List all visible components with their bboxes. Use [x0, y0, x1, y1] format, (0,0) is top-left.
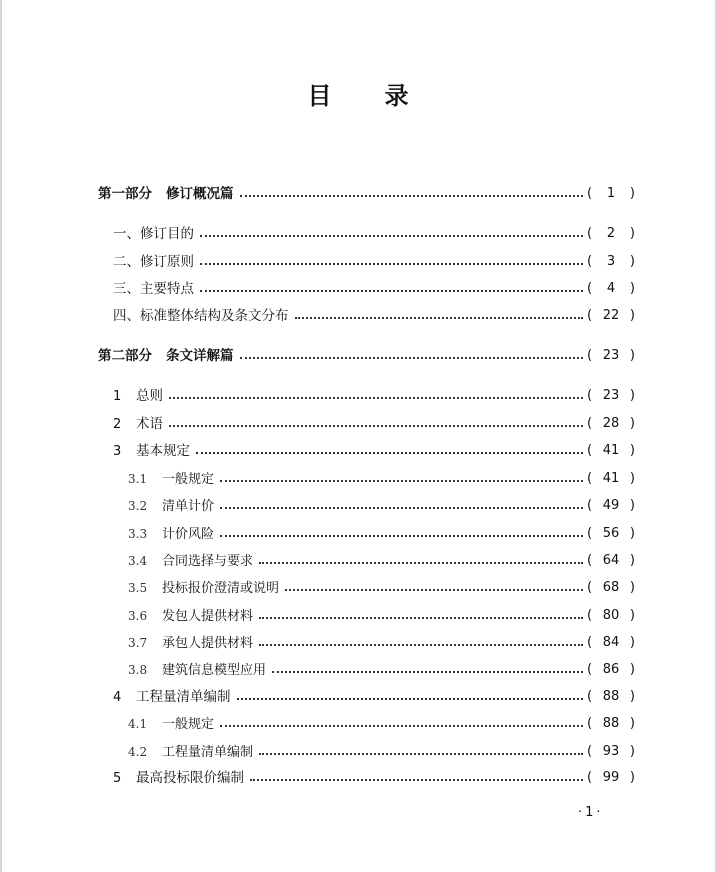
toc-page-ref: ( 23 ) [587, 348, 635, 363]
dot-leader [220, 507, 583, 509]
toc-section-number: 4.2 [128, 744, 148, 759]
dot-leader [259, 617, 583, 619]
toc-part-2[interactable] [98, 345, 635, 367]
toc-chapter-title: 基本规定 [136, 442, 190, 459]
toc-chapter-number: 1 [113, 388, 122, 404]
toc-entry[interactable] [113, 305, 635, 327]
toc-page-ref: ( 88 ) [587, 689, 635, 704]
toc-page-ref: ( 86 ) [587, 662, 635, 677]
dot-leader [169, 425, 583, 427]
dot-leader [259, 753, 583, 755]
toc-chapter-number: 2 [113, 416, 122, 432]
dot-leader [200, 290, 583, 292]
toc-page-ref: ( 68 ) [587, 580, 635, 595]
page-number: 1 [585, 805, 597, 820]
toc-section-title: 一般规定 [162, 716, 215, 732]
toc-title [0, 76, 717, 111]
toc-chapter-title: 工程量清单编制 [136, 688, 231, 705]
toc-page-ref: ( 56 ) [587, 526, 635, 541]
toc-section-number: 3.1 [128, 471, 148, 486]
toc-page-ref: ( 3 ) [587, 254, 635, 269]
dot-leader [200, 263, 583, 265]
toc-section-number: 4.1 [128, 716, 148, 731]
toc-section[interactable] [128, 468, 635, 490]
toc-chapter[interactable] [113, 767, 635, 789]
dot-leader [240, 195, 584, 197]
toc-page-ref: ( 99 ) [587, 770, 635, 785]
dot-leader [237, 698, 584, 700]
toc-page-ref: ( 1 ) [587, 186, 635, 201]
toc-title-char-1: 目 [307, 82, 333, 110]
toc-section-title: 建筑信息模型应用 [162, 662, 267, 678]
toc-chapter-title: 最高投标限价编制 [136, 769, 244, 786]
dot-leader [250, 779, 583, 781]
toc-page-ref: ( 41 ) [587, 443, 635, 458]
toc-chapter-title: 术语 [136, 415, 163, 432]
toc-section-title: 清单计价 [162, 498, 215, 514]
toc-chapter-number: 5 [113, 770, 122, 786]
toc-entry-title: 三、主要特点 [113, 281, 194, 297]
toc-section[interactable] [128, 632, 635, 654]
dot-leader [220, 535, 583, 537]
toc-page-ref: ( 93 ) [587, 744, 635, 759]
toc-page-ref: ( 64 ) [587, 553, 635, 568]
toc-part-title: 条文详解篇 [166, 348, 234, 364]
toc-chapter-number: 3 [113, 443, 122, 459]
toc-part-1[interactable] [98, 183, 635, 205]
toc-page-ref: ( 23 ) [587, 388, 635, 403]
toc-chapter[interactable] [113, 413, 635, 435]
toc-chapter[interactable] [113, 686, 635, 708]
dot-leader [169, 397, 583, 399]
toc-page-ref: ( 49 ) [587, 498, 635, 513]
dot-leader [220, 725, 583, 727]
toc-page-ref: ( 84 ) [587, 635, 635, 650]
toc-entry-title: 二、修订原则 [113, 254, 194, 270]
toc-chapter[interactable] [113, 440, 635, 462]
toc-section[interactable] [128, 741, 635, 763]
toc-section-number: 3.7 [128, 635, 148, 650]
toc-section-number: 3.2 [128, 498, 148, 513]
toc-page-ref: ( 22 ) [587, 308, 635, 323]
toc-entry-title: 一、修订目的 [113, 226, 194, 242]
toc-page-ref: ( 88 ) [587, 716, 635, 731]
dot-leader [240, 357, 584, 359]
dot-leader [272, 671, 583, 673]
toc-page-ref: ( 41 ) [587, 471, 635, 486]
toc-section-title: 投标报价澄清或说明 [162, 580, 280, 596]
toc-entry-title: 四、标准整体结构及条文分布 [113, 308, 289, 324]
toc-section[interactable] [128, 577, 635, 599]
toc-section[interactable] [128, 659, 635, 681]
toc-section[interactable] [128, 713, 635, 735]
dot-leader [259, 644, 583, 646]
toc-page-ref: ( 80 ) [587, 608, 635, 623]
toc-chapter-number: 4 [113, 689, 122, 705]
toc-section-number: 3.5 [128, 580, 148, 595]
toc-page-ref: ( 2 ) [587, 226, 635, 241]
page-edge-left [0, 0, 2, 872]
toc-chapter[interactable] [113, 385, 635, 407]
toc-page-ref: ( 28 ) [587, 416, 635, 431]
toc-section-title: 一般规定 [162, 471, 215, 487]
toc-section-title: 承包人提供材料 [162, 635, 254, 651]
toc-entry[interactable] [113, 278, 635, 300]
dot-leader [259, 562, 583, 564]
page-number-footer: ·1· [578, 805, 604, 820]
dot-leader [200, 235, 583, 237]
toc-section-number: 3.4 [128, 553, 148, 568]
toc-section-title: 发包人提供材料 [162, 608, 254, 624]
toc-part-title: 修订概况篇 [166, 186, 234, 202]
toc-section-number: 3.6 [128, 608, 148, 623]
toc-title-char-2: 录 [384, 82, 410, 110]
toc-section[interactable] [128, 495, 635, 517]
toc-section-title: 合同选择与要求 [162, 553, 254, 569]
dot-leader [295, 317, 584, 319]
toc-entry[interactable] [113, 251, 635, 273]
toc-section[interactable] [128, 605, 635, 627]
toc-section[interactable] [128, 550, 635, 572]
dot-leader [220, 480, 583, 482]
toc-part-number: 第一部分 [98, 186, 152, 202]
toc-section[interactable] [128, 523, 635, 545]
toc-part-number: 第二部分 [98, 348, 152, 364]
toc-section-title: 计价风险 [162, 526, 215, 542]
dot-leader [196, 452, 583, 454]
toc-chapter-title: 总则 [136, 387, 163, 404]
toc-section-number: 3.3 [128, 526, 148, 541]
toc-entry[interactable] [113, 223, 635, 245]
toc-section-title: 工程量清单编制 [162, 744, 254, 760]
dot-leader [285, 589, 583, 591]
toc-section-number: 3.8 [128, 662, 148, 677]
toc-page-ref: ( 4 ) [587, 281, 635, 296]
